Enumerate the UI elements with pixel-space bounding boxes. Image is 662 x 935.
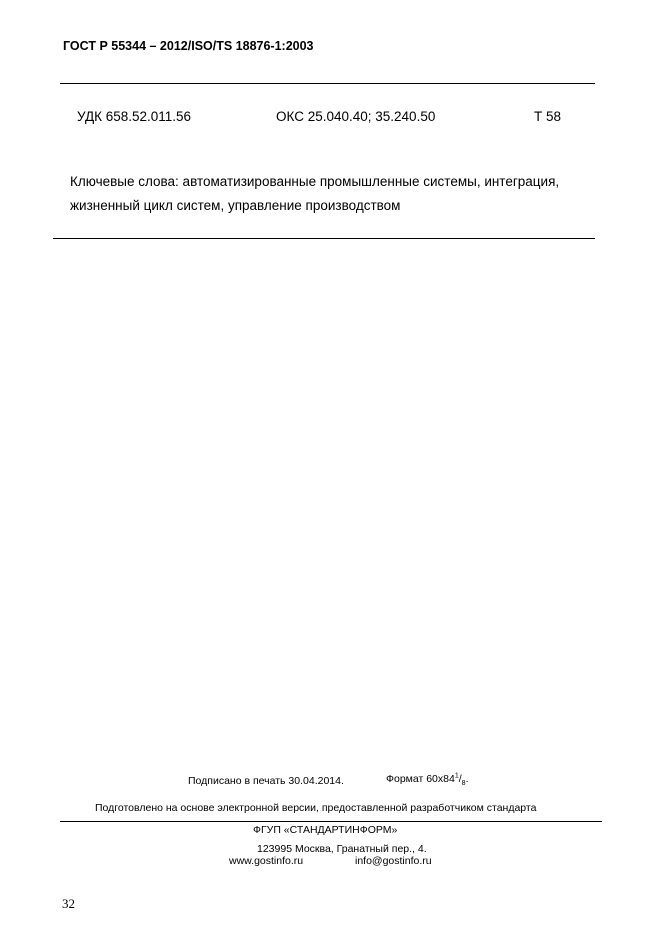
paper-format xyxy=(386,772,469,788)
keywords-line-1: Ключевые слова: автоматизированные промышленные системы, интеграция, xyxy=(70,174,560,189)
oks-code: ОКС 25.040.40; 35.240.50 xyxy=(276,109,436,124)
document-title: ГОСТ Р 55344 – 2012/ISO/TS 18876-1:2003 xyxy=(63,39,314,53)
page-number: 32 xyxy=(62,896,75,911)
format-separator: / xyxy=(458,773,462,785)
udk-code: УДК 658.52.011.56 xyxy=(77,109,192,124)
format-numerator: 1 xyxy=(454,772,459,780)
top-divider xyxy=(60,83,595,84)
bottom-divider xyxy=(60,821,602,822)
website-link[interactable]: www.gostinfo.ru xyxy=(229,855,304,867)
format-suffix: . xyxy=(465,773,469,785)
keywords-block xyxy=(70,170,559,218)
email-link[interactable]: info@gostinfo.ru xyxy=(355,855,432,867)
publisher-address: 123995 Москва, Гранатный пер., 4. xyxy=(257,843,427,855)
keywords-line-2: жизненный цикл систем, управление производством xyxy=(70,198,401,213)
format-denominator: 8 xyxy=(461,780,466,788)
t-code: Т 58 xyxy=(534,109,562,124)
prepared-note: Подготовлено на основе электронной версии, предоставленной разработчиком стандарта xyxy=(95,802,537,814)
publisher-name: ФГУП «СТАНДАРТИНФОРМ» xyxy=(253,824,398,836)
signed-date: Подписано в печать 30.04.2014. xyxy=(188,775,344,787)
middle-divider xyxy=(53,238,595,239)
format-prefix: Формат 60x84 xyxy=(386,773,455,785)
